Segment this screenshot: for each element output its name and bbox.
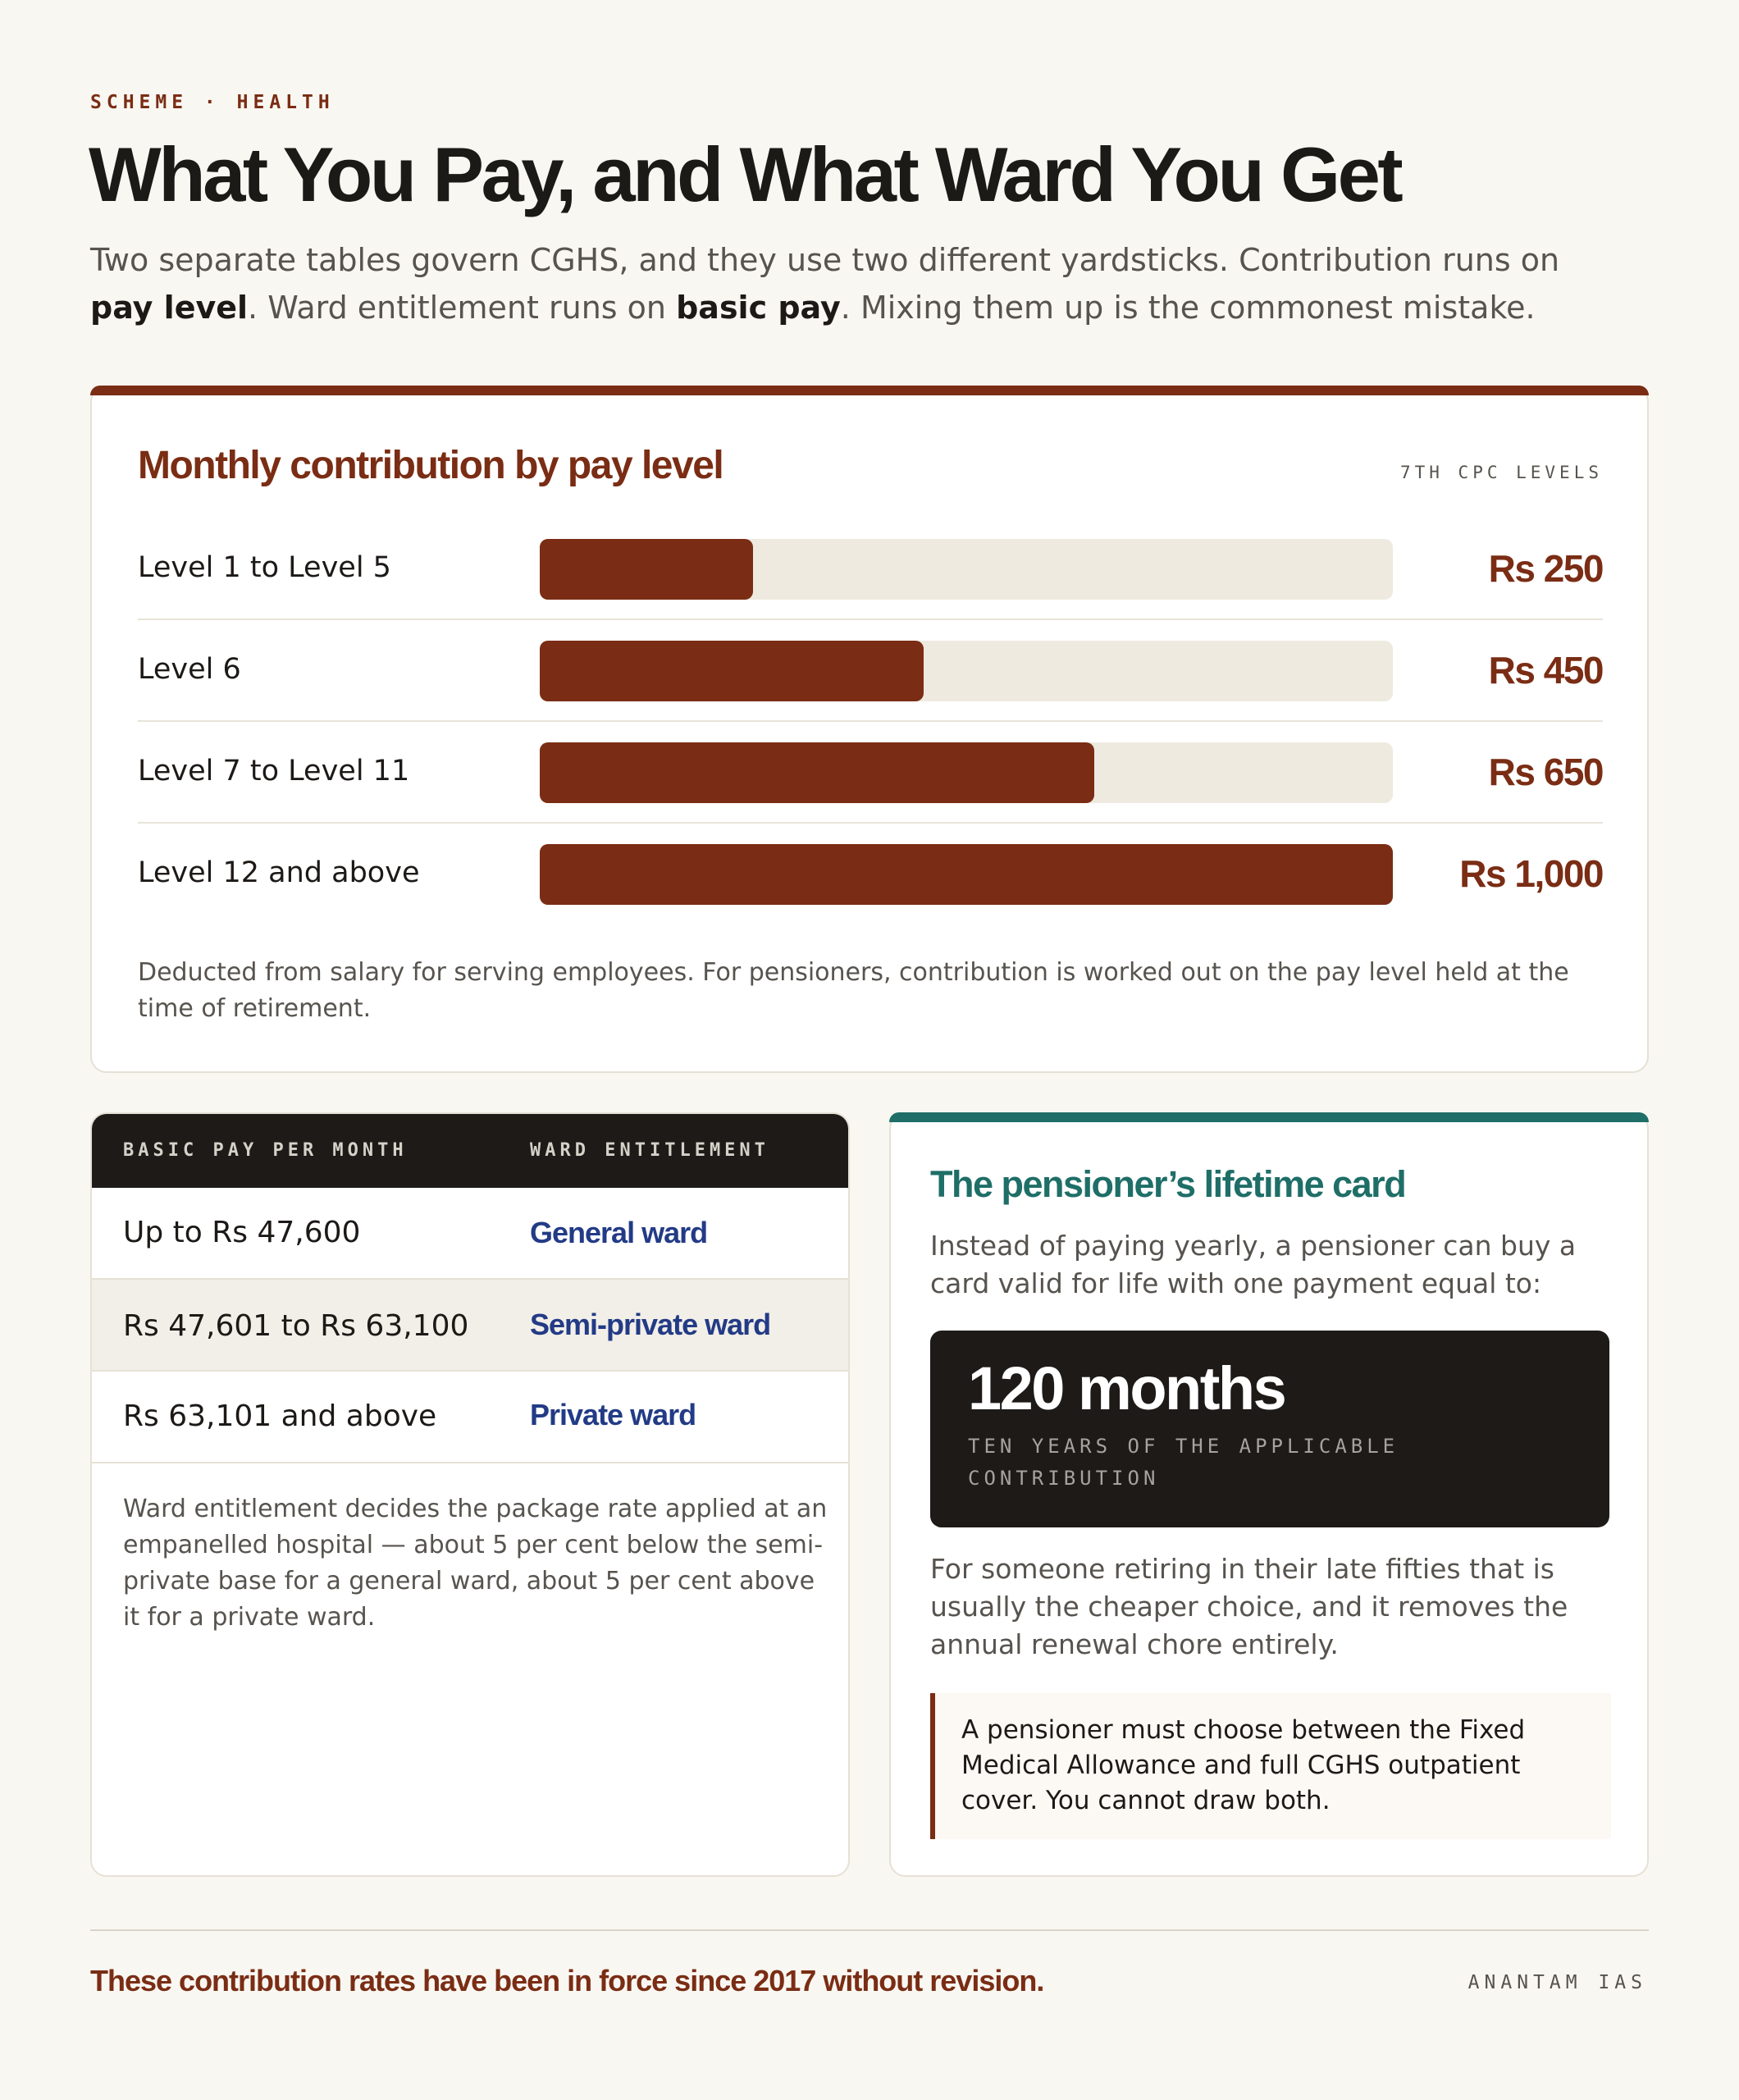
ward-table-row xyxy=(92,1372,848,1463)
bar-track xyxy=(540,742,1393,803)
pay-level-label: Level 1 to Level 5 xyxy=(138,551,391,584)
ward-table-header xyxy=(92,1114,850,1188)
contribution-bar xyxy=(540,742,1094,803)
pensioner-intro: Instead of paying yearly, a pensioner can buy a card valid for life with one payment equal to: xyxy=(930,1230,1577,1299)
pay-level-label: Level 12 and above xyxy=(138,856,420,889)
page-title: What You Pay, and What Ward You Get xyxy=(89,131,1401,217)
ward-table-row xyxy=(92,1188,848,1280)
months-subtitle: TEN YEARS OF THE APPLICABLE CONTRIBUTION xyxy=(968,1435,1399,1490)
intro-text-3: . Mixing them up is the commonest mistake. xyxy=(840,290,1536,326)
bar-track xyxy=(540,539,1393,600)
pensioner-explanation: For someone retiring in their late fifties that is usually the cheaper choice, and it removes the annual renewal chore entirely. xyxy=(930,1553,1568,1660)
intro-bold-basic-pay: basic pay xyxy=(676,290,841,326)
months-value: 120 months xyxy=(968,1354,1285,1422)
contribution-bar xyxy=(540,844,1393,905)
contribution-bar xyxy=(540,539,753,600)
contribution-row xyxy=(138,620,1603,722)
contribution-row xyxy=(138,518,1603,620)
footer-divider xyxy=(90,1929,1649,1931)
ward-type: Semi-private ward xyxy=(530,1308,771,1341)
contribution-amount: Rs 1,000 xyxy=(1459,852,1603,895)
pensioner-heading: The pensioner’s lifetime card xyxy=(930,1163,1406,1205)
pay-level-label: Level 7 to Level 11 xyxy=(138,755,410,788)
contribution-heading: Monthly contribution by pay level xyxy=(138,444,723,487)
intro-paragraph xyxy=(90,236,1567,331)
basic-pay-range: Rs 47,601 to Rs 63,100 xyxy=(123,1309,469,1343)
ward-entitlement-card xyxy=(90,1112,850,1877)
intro-text-1: Two separate tables govern CGHS, and they use two different yardsticks. Contribution runs on xyxy=(90,242,1560,278)
basic-pay-column-header: BASIC PAY PER MONTH xyxy=(123,1140,408,1161)
intro-text-2: . Ward entitlement runs on xyxy=(248,290,677,326)
bar-track xyxy=(540,844,1393,905)
contribution-amount: Rs 450 xyxy=(1488,649,1603,692)
contribution-row xyxy=(138,824,1603,925)
ward-note: Ward entitlement decides the package rate applied at an empanelled hospital — about 5 per cent below the semi-private base for a general ward, about 5 per cent above it for a private ward. xyxy=(123,1495,828,1632)
cpc-levels-tag: 7TH CPC LEVELS xyxy=(1399,463,1603,482)
pensioner-lifetime-card xyxy=(889,1112,1649,1877)
basic-pay-range: Rs 63,101 and above xyxy=(123,1399,437,1433)
footer-note: These contribution rates have been in force since 2017 without revision. xyxy=(90,1964,1044,1997)
basic-pay-range: Up to Rs 47,600 xyxy=(123,1216,361,1249)
intro-bold-pay-level: pay level xyxy=(90,290,249,326)
contribution-note: Deducted from salary for serving employees. For pensioners, contribution is worked out on the pay level held at the time of retirement. xyxy=(138,958,1569,1023)
contribution-row xyxy=(138,722,1603,824)
section-eyebrow: SCHEME · HEALTH xyxy=(90,92,335,113)
months-highlight-box xyxy=(930,1331,1609,1527)
contribution-amount: Rs 250 xyxy=(1488,547,1603,590)
contribution-bar xyxy=(540,641,924,701)
ward-type: General ward xyxy=(530,1216,708,1249)
ward-table-row xyxy=(92,1280,848,1372)
callout-text: A pensioner must choose between the Fixed Medical Allowance and full CGHS outpatient cover. You cannot draw both. xyxy=(961,1715,1526,1815)
contribution-card xyxy=(90,386,1649,1073)
pay-level-label: Level 6 xyxy=(138,653,241,686)
ward-entitlement-column-header: WARD ENTITLEMENT xyxy=(530,1140,769,1161)
brand-label: ANANTAM IAS xyxy=(1467,1972,1647,1993)
fma-callout xyxy=(930,1693,1611,1839)
ward-type: Private ward xyxy=(530,1398,696,1431)
contribution-amount: Rs 650 xyxy=(1488,751,1603,793)
bar-track xyxy=(540,641,1393,701)
